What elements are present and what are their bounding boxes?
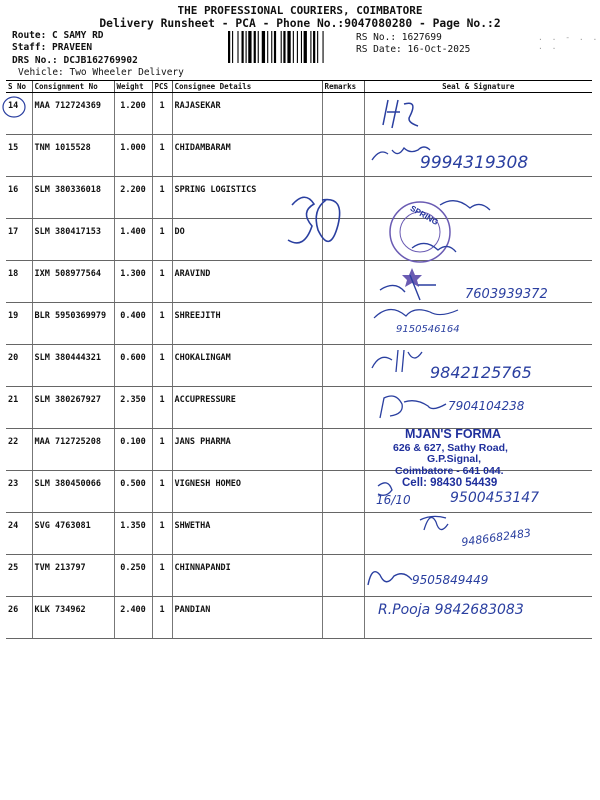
consignee-cell: DO <box>172 219 322 261</box>
consignment-cell: SLM 380267927 <box>32 387 114 429</box>
pcs-cell: 1 <box>152 513 172 555</box>
remarks-cell <box>322 219 364 261</box>
serial-cell: 15 <box>6 135 32 177</box>
phone-row-20: 9842125765 <box>430 363 532 382</box>
seal-cell <box>364 177 592 219</box>
phone-row-21: 7904104238 <box>448 399 525 413</box>
date-row-23: 16/10 <box>376 493 411 507</box>
vehicle-label: Vehicle: Two Wheeler Delivery <box>18 67 184 78</box>
remarks-cell <box>322 177 364 219</box>
remarks-cell <box>322 387 364 429</box>
consignee-cell: SPRING LOGISTICS <box>172 177 322 219</box>
weight-cell: 0.100 <box>114 429 152 471</box>
serial-cell: 25 <box>6 555 32 597</box>
serial-cell: 14 <box>6 93 32 135</box>
svg-text:SPRING: SPRING <box>408 203 440 227</box>
table-row <box>6 177 592 219</box>
pcs-cell: 1 <box>152 597 172 639</box>
seal-cell <box>364 345 592 387</box>
svg-text:Cell: 98430 54439: Cell: 98430 54439 <box>402 477 498 489</box>
consignment-cell: TVM 213797 <box>32 555 114 597</box>
weight-cell: 1.200 <box>114 93 152 135</box>
seal-cell <box>364 303 592 345</box>
consignment-cell: SLM 380450066 <box>32 471 114 513</box>
pcs-cell: 1 <box>152 303 172 345</box>
weight-cell: 1.000 <box>114 135 152 177</box>
pcs-cell: 1 <box>152 261 172 303</box>
consignment-cell: MAA 712725208 <box>32 429 114 471</box>
seal-cell <box>364 387 592 429</box>
svg-text:MJAN'S FORMA: MJAN'S FORMA <box>405 427 502 441</box>
remarks-cell <box>322 471 364 513</box>
page-title: THE PROFESSIONAL COURIERS, COIMBATORE <box>177 4 423 17</box>
serial-cell: 16 <box>6 177 32 219</box>
consignment-cell: KLK 734962 <box>32 597 114 639</box>
weight-cell: 0.600 <box>114 345 152 387</box>
weight-cell: 1.300 <box>114 261 152 303</box>
consignee-cell: SHWETHA <box>172 513 322 555</box>
table-row <box>6 387 592 429</box>
remarks-cell <box>322 261 364 303</box>
consignment-cell: SLM 380417153 <box>32 219 114 261</box>
pcs-cell: 1 <box>152 387 172 429</box>
weight-cell: 0.500 <box>114 471 152 513</box>
pcs-cell: 1 <box>152 471 172 513</box>
route-label: Route: C SAMY RD <box>12 30 104 41</box>
seal-cell <box>364 219 592 261</box>
corner-marks: . . - . . . . <box>538 33 600 51</box>
phone-row-24: 9486682483 <box>460 526 532 549</box>
remarks-cell <box>322 513 364 555</box>
consignee-cell: ACCUPRESSURE <box>172 387 322 429</box>
phone-row-23: 9500453147 <box>450 490 540 506</box>
header-weight: Weight <box>114 81 152 93</box>
weight-cell: 0.400 <box>114 303 152 345</box>
remarks-cell <box>322 597 364 639</box>
drs-number: DRS No.: DCJB162769902 <box>12 55 138 66</box>
seal-cell <box>364 555 592 597</box>
rs-date: RS Date: 16-Oct-2025 <box>356 44 471 55</box>
phone-row-25: 9505849449 <box>412 573 489 587</box>
remarks-cell <box>322 303 364 345</box>
table-row <box>6 345 592 387</box>
consignee-cell: CHIDAMBARAM <box>172 135 322 177</box>
seal-cell <box>364 93 592 135</box>
pcs-cell: 1 <box>152 345 172 387</box>
remarks-cell <box>322 135 364 177</box>
seal-cell <box>364 471 592 513</box>
consignment-cell: SLM 380336018 <box>32 177 114 219</box>
consignee-cell: CHOKALINGAM <box>172 345 322 387</box>
table-row <box>6 471 592 513</box>
seal-cell <box>364 513 592 555</box>
table-row <box>6 261 592 303</box>
pcs-cell: 1 <box>152 135 172 177</box>
consignment-cell: BLR 5950369979 <box>32 303 114 345</box>
table-row <box>6 135 592 177</box>
table-header-row <box>6 81 592 93</box>
remarks-cell <box>322 555 364 597</box>
svg-text:G.P.Signal,: G.P.Signal, <box>427 453 482 465</box>
phone-row-18: 7603939372 <box>465 287 548 302</box>
pcs-cell: 1 <box>152 177 172 219</box>
weight-cell: 2.400 <box>114 597 152 639</box>
rs-number: RS No.: 1627699 <box>356 32 442 43</box>
consignee-cell: VIGNESH HOMEO <box>172 471 322 513</box>
table-row <box>6 93 592 135</box>
svg-text:Coimbatore - 641 044.: Coimbatore - 641 044. <box>395 465 504 477</box>
serial-cell: 17 <box>6 219 32 261</box>
weight-cell: 2.200 <box>114 177 152 219</box>
table-row <box>6 429 592 471</box>
remarks-cell <box>322 345 364 387</box>
staff-label: Staff: PRAVEEN <box>12 42 93 53</box>
consignment-cell: MAA 712724369 <box>32 93 114 135</box>
consignee-cell: PANDIAN <box>172 597 322 639</box>
consignee-cell: RAJASEKAR <box>172 93 322 135</box>
serial-cell: 24 <box>6 513 32 555</box>
table-row <box>6 303 592 345</box>
header-remarks: Remarks <box>322 81 364 93</box>
consignee-cell: JANS PHARMA <box>172 429 322 471</box>
signature-row-26: R.Pooja 9842683083 <box>378 602 524 618</box>
serial-cell: 23 <box>6 471 32 513</box>
consignee-cell: SHREEJITH <box>172 303 322 345</box>
consignment-cell: SLM 380444321 <box>32 345 114 387</box>
remarks-cell <box>322 429 364 471</box>
header-seal: Seal & Signature <box>364 81 592 93</box>
pcs-cell: 1 <box>152 93 172 135</box>
consignee-cell: CHINNAPANDI <box>172 555 322 597</box>
seal-cell <box>364 135 592 177</box>
consignment-cell: IXM 508977564 <box>32 261 114 303</box>
serial-cell: 26 <box>6 597 32 639</box>
header-consignee: Consignee Details <box>172 81 322 93</box>
header-consignment: Consignment No <box>32 81 114 93</box>
consignee-cell: ARAVIND <box>172 261 322 303</box>
serial-cell: 22 <box>6 429 32 471</box>
consignment-cell: SVG 4763081 <box>32 513 114 555</box>
pcs-cell: 1 <box>152 555 172 597</box>
weight-cell: 1.400 <box>114 219 152 261</box>
serial-cell: 20 <box>6 345 32 387</box>
serial-cell: 19 <box>6 303 32 345</box>
pcs-cell: 1 <box>152 429 172 471</box>
serial-cell: 18 <box>6 261 32 303</box>
pcs-cell: 1 <box>152 219 172 261</box>
weight-cell: 0.250 <box>114 555 152 597</box>
barcode-image <box>228 31 352 63</box>
weight-cell: 1.350 <box>114 513 152 555</box>
table-row <box>6 219 592 261</box>
phone-row-15: 9994319308 <box>420 153 529 173</box>
consignment-cell: TNM 1015528 <box>32 135 114 177</box>
header-sno: S No <box>6 81 32 93</box>
table-row <box>6 555 592 597</box>
table-row <box>6 597 592 639</box>
header-pcs: PCS <box>152 81 172 93</box>
seal-cell <box>364 429 592 471</box>
phone-row-19: 9150546164 <box>396 324 460 335</box>
svg-text:626 & 627, Sathy Road,: 626 & 627, Sathy Road, <box>393 442 508 454</box>
runsheet-table <box>6 80 592 639</box>
seal-cell <box>364 261 592 303</box>
remarks-cell <box>322 93 364 135</box>
table-row <box>6 513 592 555</box>
seal-cell <box>364 597 592 639</box>
weight-cell: 2.350 <box>114 387 152 429</box>
serial-cell: 21 <box>6 387 32 429</box>
runsheet-subtitle: Delivery Runsheet - PCA - Phone No.:9047080280 - Page No.:2 <box>99 17 501 30</box>
